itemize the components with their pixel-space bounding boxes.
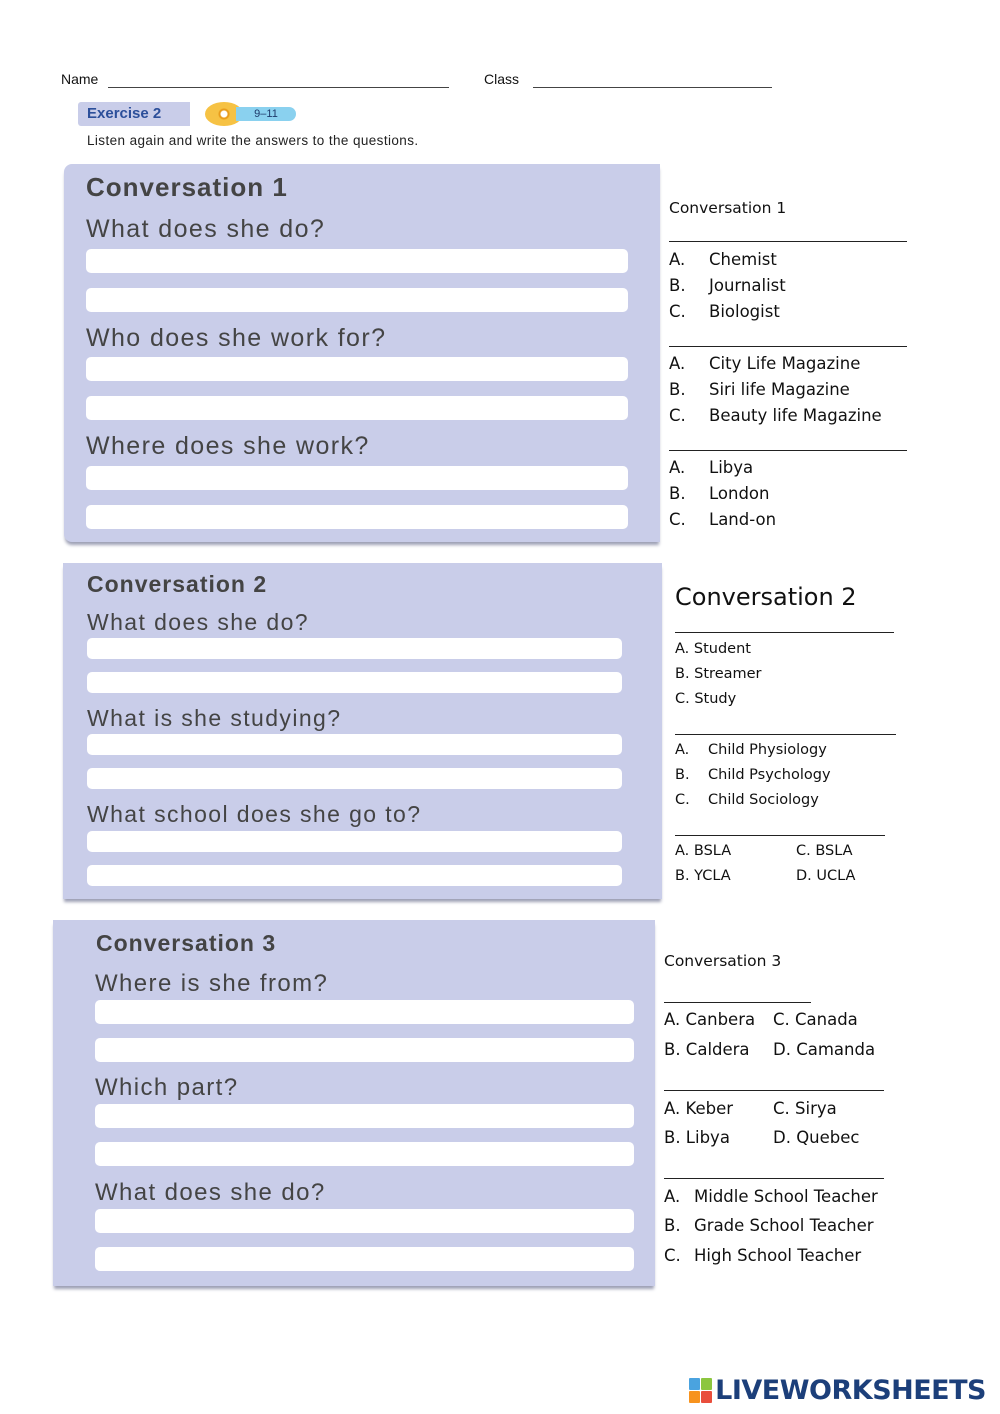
option-item[interactable]: C. Sirya [773, 1099, 837, 1118]
question-text: What school does she go to? [87, 801, 422, 827]
answer-field[interactable] [86, 396, 628, 420]
option-item[interactable] [669, 354, 860, 373]
answer-field[interactable] [87, 865, 622, 886]
answer-dropdown[interactable] [669, 346, 907, 347]
panel-title: Conversation 3 [96, 930, 277, 956]
answer-dropdown[interactable] [669, 241, 907, 242]
answer-field[interactable] [87, 638, 622, 659]
option-item[interactable]: A. BSLA [675, 843, 732, 859]
liveworksheets-logo[interactable] [689, 1375, 986, 1405]
exercise-label: Exercise 2 [87, 105, 162, 122]
option-letter: B. [669, 484, 686, 503]
class-label: Class [484, 71, 520, 87]
option-letter: A. [675, 742, 690, 758]
question-text: Where does she work? [86, 432, 370, 460]
question-text: What does she do? [86, 215, 326, 243]
option-text: Child Sociology [708, 792, 819, 808]
instruction-text: Listen again and write the answers to the questions. [87, 133, 419, 148]
option-item[interactable]: D. UCLA [796, 868, 856, 884]
answers-title: Conversation 1 [669, 199, 787, 217]
answer-field[interactable] [86, 357, 628, 381]
answer-field[interactable] [87, 768, 622, 789]
option-item[interactable] [675, 767, 831, 783]
answer-dropdown[interactable] [669, 450, 907, 451]
option-item[interactable]: B. Libya [664, 1128, 730, 1147]
option-item[interactable]: D. Camanda [773, 1040, 876, 1059]
option-letter: C. [669, 406, 686, 425]
name-label: Name [61, 71, 99, 87]
conversation-2-panel [63, 563, 662, 899]
option-letter: B. [669, 380, 686, 399]
audio-track-label: 9–11 [236, 107, 296, 121]
option-text: Grade School Teacher [694, 1216, 874, 1235]
brand-text: LIVEWORKSHEETS [715, 1374, 986, 1406]
option-item[interactable]: B. Streamer [675, 666, 762, 682]
option-item[interactable] [664, 1216, 874, 1235]
answers-title: Conversation 2 [675, 583, 857, 611]
answer-field[interactable] [87, 831, 622, 852]
option-text: Beauty life Magazine [709, 406, 882, 425]
option-letter: B. [675, 767, 690, 783]
question-text: What does she do? [95, 1179, 326, 1206]
answer-dropdown[interactable] [675, 632, 894, 633]
exercise-tab [78, 102, 190, 126]
logo-grid-icon [689, 1378, 711, 1402]
answer-field[interactable] [95, 1247, 634, 1271]
option-item[interactable] [669, 458, 753, 477]
option-letter: A. [664, 1187, 681, 1206]
option-item[interactable] [675, 742, 827, 758]
option-item[interactable]: C. Study [675, 691, 737, 707]
option-text: Libya [709, 458, 754, 477]
option-item[interactable]: C. Canada [773, 1010, 858, 1029]
answer-dropdown[interactable] [664, 1178, 884, 1179]
option-item[interactable] [669, 276, 786, 295]
option-text: Child Psychology [708, 767, 831, 783]
option-text: Biologist [709, 302, 780, 321]
panel-title: Conversation 1 [86, 172, 288, 202]
option-item[interactable] [669, 380, 850, 399]
option-item[interactable] [669, 510, 776, 529]
question-text: Which part? [95, 1074, 239, 1101]
option-item[interactable]: A. Canbera [664, 1010, 756, 1029]
option-item[interactable]: B. Caldera [664, 1040, 750, 1059]
answer-dropdown[interactable] [675, 734, 896, 735]
option-text: Siri life Magazine [709, 380, 850, 399]
option-item[interactable] [669, 250, 777, 269]
answer-field[interactable] [95, 1000, 634, 1024]
option-letter: C. [675, 792, 690, 808]
conversation-3-panel [53, 920, 655, 1286]
option-item[interactable] [669, 302, 780, 321]
option-text: High School Teacher [694, 1246, 862, 1265]
option-item[interactable] [664, 1246, 861, 1265]
class-field[interactable] [533, 87, 772, 88]
question-text: Where is she from? [95, 970, 329, 997]
option-letter: A. [669, 458, 686, 477]
option-item[interactable]: A. Keber [664, 1099, 734, 1118]
answer-field[interactable] [95, 1104, 634, 1128]
option-item[interactable] [669, 406, 882, 425]
answer-field[interactable] [86, 505, 628, 529]
answer-field[interactable] [87, 672, 622, 693]
question-text: What does she do? [87, 609, 309, 635]
question-text: Who does she work for? [86, 324, 387, 352]
answer-field[interactable] [95, 1209, 634, 1233]
option-letter: B. [664, 1216, 681, 1235]
option-text: Chemist [709, 250, 777, 269]
option-text: Child Physiology [708, 742, 827, 758]
option-letter: A. [669, 250, 686, 269]
option-text: Middle School Teacher [694, 1187, 878, 1206]
option-letter: B. [669, 276, 686, 295]
answer-field[interactable] [86, 249, 628, 273]
answer-dropdown[interactable] [664, 1090, 884, 1091]
answers-title: Conversation 3 [664, 952, 782, 970]
answer-dropdown[interactable] [675, 835, 885, 836]
conversation-1-panel [64, 164, 660, 542]
answer-field[interactable] [95, 1142, 634, 1166]
option-item[interactable]: B. YCLA [675, 868, 731, 884]
answer-field[interactable] [87, 734, 622, 755]
option-text: Land-on [709, 510, 777, 529]
option-letter: A. [669, 354, 686, 373]
option-item[interactable] [669, 484, 769, 503]
name-field[interactable] [108, 87, 449, 88]
option-text: City Life Magazine [709, 354, 861, 373]
option-text: London [709, 484, 770, 503]
option-letter: C. [664, 1246, 681, 1265]
option-item[interactable]: C. BSLA [796, 843, 853, 859]
option-letter: C. [669, 510, 686, 529]
option-letter: C. [669, 302, 686, 321]
option-item[interactable] [664, 1187, 878, 1206]
option-item[interactable]: A. Student [675, 641, 751, 657]
answer-field[interactable] [86, 466, 628, 490]
option-item[interactable]: D. Quebec [773, 1128, 860, 1147]
option-item[interactable] [675, 792, 819, 808]
answer-dropdown[interactable] [664, 1002, 811, 1003]
panel-title: Conversation 2 [87, 571, 268, 597]
question-text: What is she studying? [87, 705, 342, 731]
answer-field[interactable] [95, 1038, 634, 1062]
answer-field[interactable] [86, 288, 628, 312]
option-text: Journalist [709, 276, 786, 295]
